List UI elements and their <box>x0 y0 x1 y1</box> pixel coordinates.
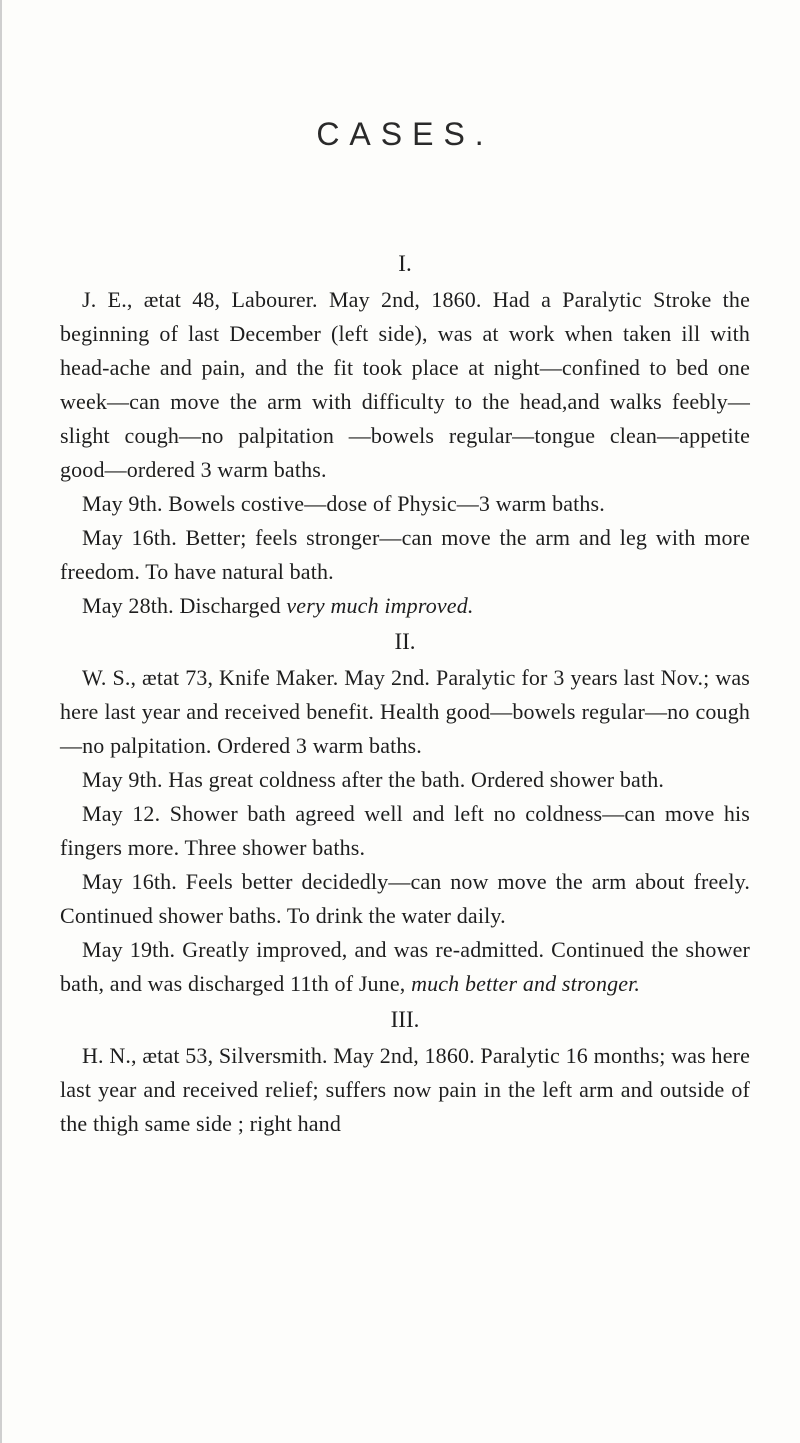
case-paragraph: May 28th. Discharged very much improved. <box>82 593 474 618</box>
case-numeral: III. <box>390 1007 420 1032</box>
page-title: CASES. <box>316 116 494 152</box>
case-numeral: I. <box>398 251 412 276</box>
case-paragraph: May 19th. Greatly improved, and was re-admitted. Continued the shower bath, and was discharged 11th of June, much better and stronger. <box>60 937 750 996</box>
case-paragraph: May 9th. Bowels costive—dose of Physic—3 warm baths. <box>82 491 605 516</box>
case-paragraph: H. N., ætat 53, Silversmith. May 2nd, 1860. Paralytic 16 months; was here last year and received relief; suffers now pain in the left arm and outside of the thigh same side ; right hand <box>60 1043 750 1136</box>
case-paragraph: J. E., ætat 48, Labourer. May 2nd, 1860. Had a Paralytic Stroke the beginning of last December (left side), was at work when taken ill with head-ache and pain, and the fit took place at night—confined to bed one week—can move the arm with difficulty to the head,and walks feebly—slight cough—no palpitation —bowels regular—tongue clean—appetite good—ordered 3 warm baths. <box>60 287 750 482</box>
case-paragraph: May 12. Shower bath agreed well and left no coldness—can move his fingers more. Three shower baths. <box>60 801 750 860</box>
case-paragraph: May 16th. Better; feels stronger—can move the arm and leg with more freedom. To have natural bath. <box>60 525 750 584</box>
case-paragraph: May 9th. Has great coldness after the bath. Ordered shower bath. <box>82 767 665 792</box>
case-paragraph: W. S., ætat 73, Knife Maker. May 2nd. Paralytic for 3 years last Nov.; was here last year and received benefit. Health good—bowels regular—no cough—no palpitation. Ordered 3 warm baths. <box>60 665 750 758</box>
cases-body <box>60 253 750 1141</box>
case-numeral: II. <box>394 629 416 654</box>
case-paragraph: May 16th. Feels better decidedly—can now move the arm about freely. Continued shower baths. To drink the water daily. <box>60 869 750 928</box>
page-edge <box>0 0 2 1443</box>
